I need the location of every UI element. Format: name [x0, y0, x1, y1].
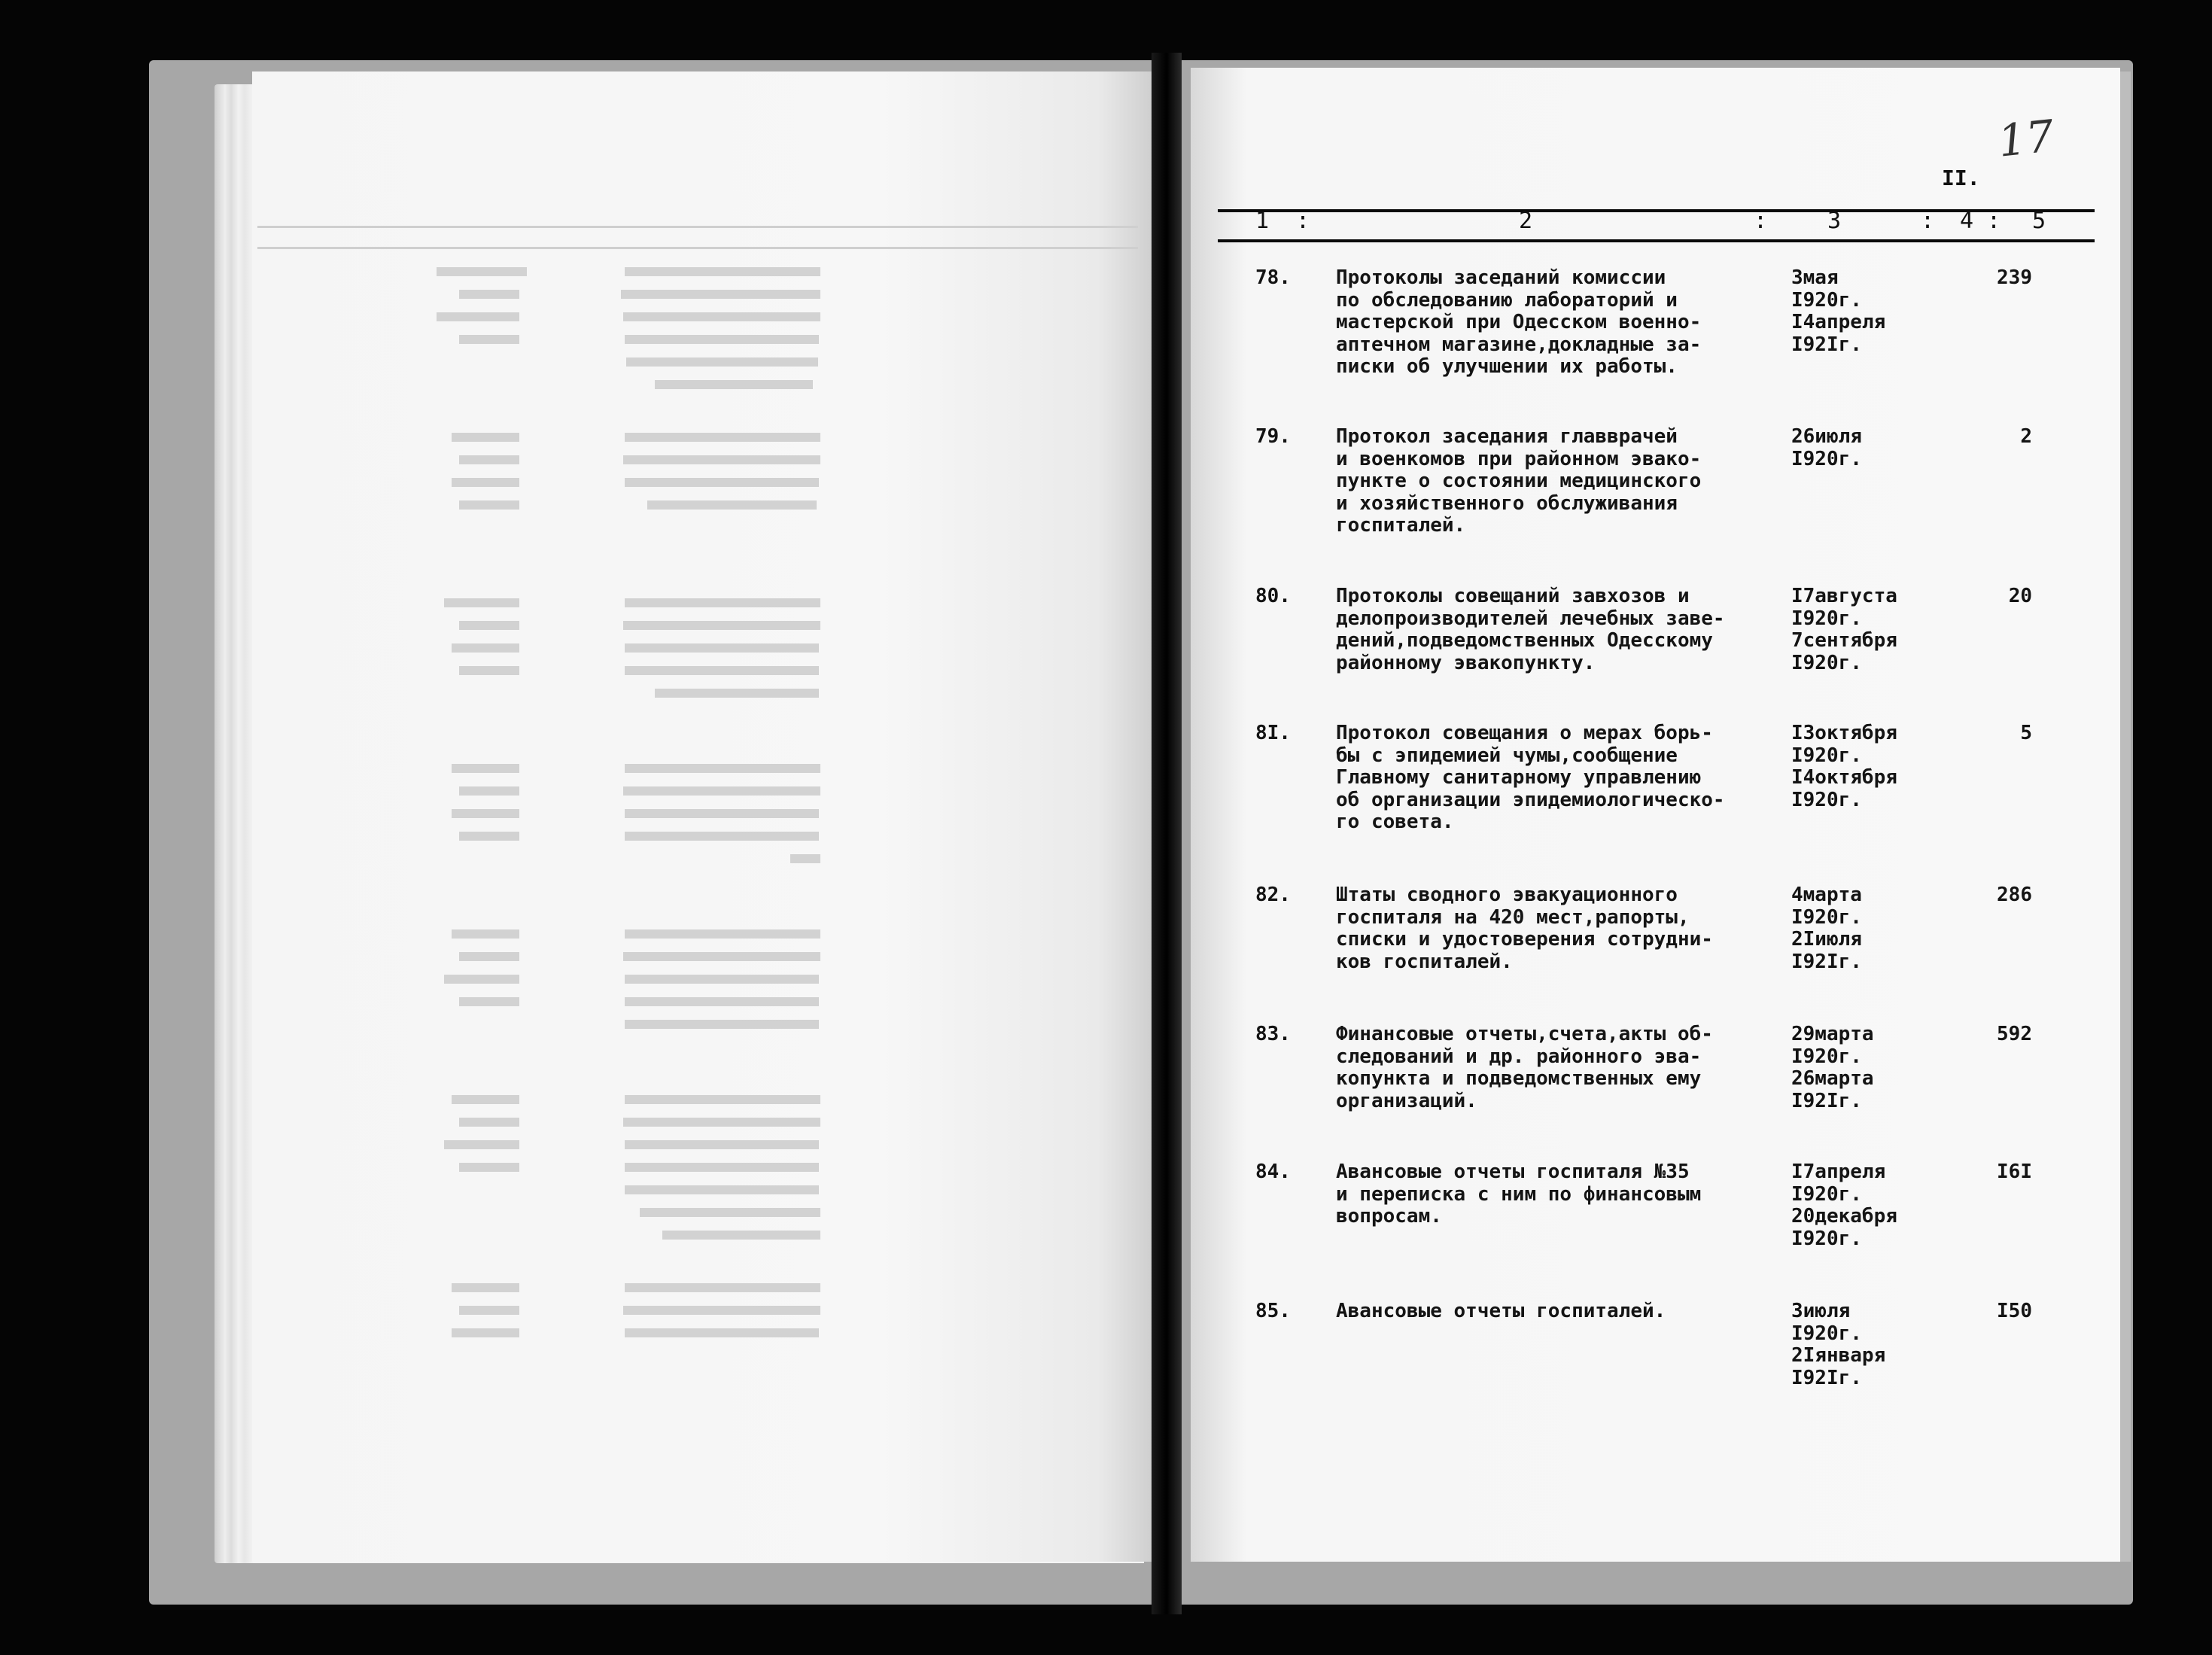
entry-dates: 29марта I920г. 26марта I92Iг.	[1791, 1023, 1874, 1112]
entry-sheet-count: I50	[1997, 1300, 2032, 1322]
entry-number: 84.	[1255, 1161, 1291, 1183]
entry-number: 80.	[1255, 585, 1291, 607]
entry-title: Протокол совещания о мерах борь- бы с эпидемией чумы,сообщение Главному санитарному управлению об организации эпидемиологическо- го совета.	[1336, 722, 1725, 833]
entry-number: 83.	[1255, 1023, 1291, 1045]
entry-title: Протоколы совещаний завхозов и делопроизводителей лечебных заве- дений,подведомственных Одесскому районному эвакопункту.	[1336, 585, 1725, 674]
entry-dates: 26июля I920г.	[1791, 425, 1862, 470]
left-page-ghost-rule	[257, 226, 1138, 228]
entry-sheet-count: 2	[2020, 425, 2032, 448]
entry-title: Штаты сводного эвакуационного госпиталя на 420 мест,рапорты, списки и удостоверения сотрудни- ков госпиталей.	[1336, 884, 1713, 973]
entry-title: Авансовые отчеты госпиталей.	[1336, 1300, 1666, 1322]
entry-title: Протоколы заседаний комиссии по обследованию лабораторий и мастерской при Одесском военно- аптечном магазине,докладные за- писки об улучшении их работы.	[1336, 266, 1702, 378]
column-header-4: 4	[1960, 208, 1974, 234]
entry-sheet-count: 592	[1997, 1023, 2032, 1045]
entry-number: 82.	[1255, 884, 1291, 906]
entry-dates: I7апреля I920г. 20декабря I920г.	[1791, 1161, 1897, 1250]
folio-number: 17	[1995, 110, 2057, 167]
header-rule-bottom	[1218, 239, 2095, 242]
entry-dates: I7августа I920г. 7сентября I920г.	[1791, 585, 1897, 674]
book-gutter	[1152, 53, 1182, 1614]
left-page-ghost-text	[324, 263, 1114, 1355]
entry-sheet-count: I6I	[1997, 1161, 2032, 1183]
entry-dates: 3мая I920г. I4апреля I92Iг.	[1791, 266, 1886, 356]
column-header-1: 1	[1255, 208, 1270, 234]
left-page-ghost-rule	[257, 247, 1138, 249]
column-header-2: 2	[1519, 208, 1533, 234]
entry-number: 85.	[1255, 1300, 1291, 1322]
entry-sheet-count: 286	[1997, 884, 2032, 906]
right-page-edge	[2120, 71, 2131, 1562]
entry-sheet-count: 20	[2008, 585, 2032, 607]
column-header-sep: :	[1754, 208, 1768, 234]
column-header-3: 3	[1827, 208, 1842, 234]
entry-dates: 3июля I920г. 2Iянваря I92Iг.	[1791, 1300, 1886, 1389]
entry-title: Протокол заседания главврачей и военкомов при районном эвако- пункте о состоянии медицинского и хозяйственного обслуживания госпиталей.	[1336, 425, 1702, 537]
entry-number: 8I.	[1255, 722, 1291, 744]
column-header-sep: :	[1296, 208, 1310, 234]
entry-sheet-count: 239	[1997, 266, 2032, 289]
entry-dates: I3октября I920г. I4октября I920г.	[1791, 722, 1897, 811]
sheet-number: II.	[1942, 166, 1980, 190]
column-header-sep: :	[1987, 208, 2001, 234]
entry-sheet-count: 5	[2020, 722, 2032, 744]
entry-dates: 4марта I920г. 2Iиюля I92Iг.	[1791, 884, 1862, 973]
entry-title: Авансовые отчеты госпиталя №35 и переписка с ним по финансовым вопросам.	[1336, 1161, 1702, 1228]
entry-title: Финансовые отчеты,счета,акты об- следований и др. районного эва- копункта и подведомственных ему организаций.	[1336, 1023, 1713, 1112]
entry-number: 78.	[1255, 266, 1291, 289]
column-header-sep: :	[1921, 208, 1935, 234]
column-header-5: 5	[2032, 208, 2046, 234]
entry-number: 79.	[1255, 425, 1291, 448]
